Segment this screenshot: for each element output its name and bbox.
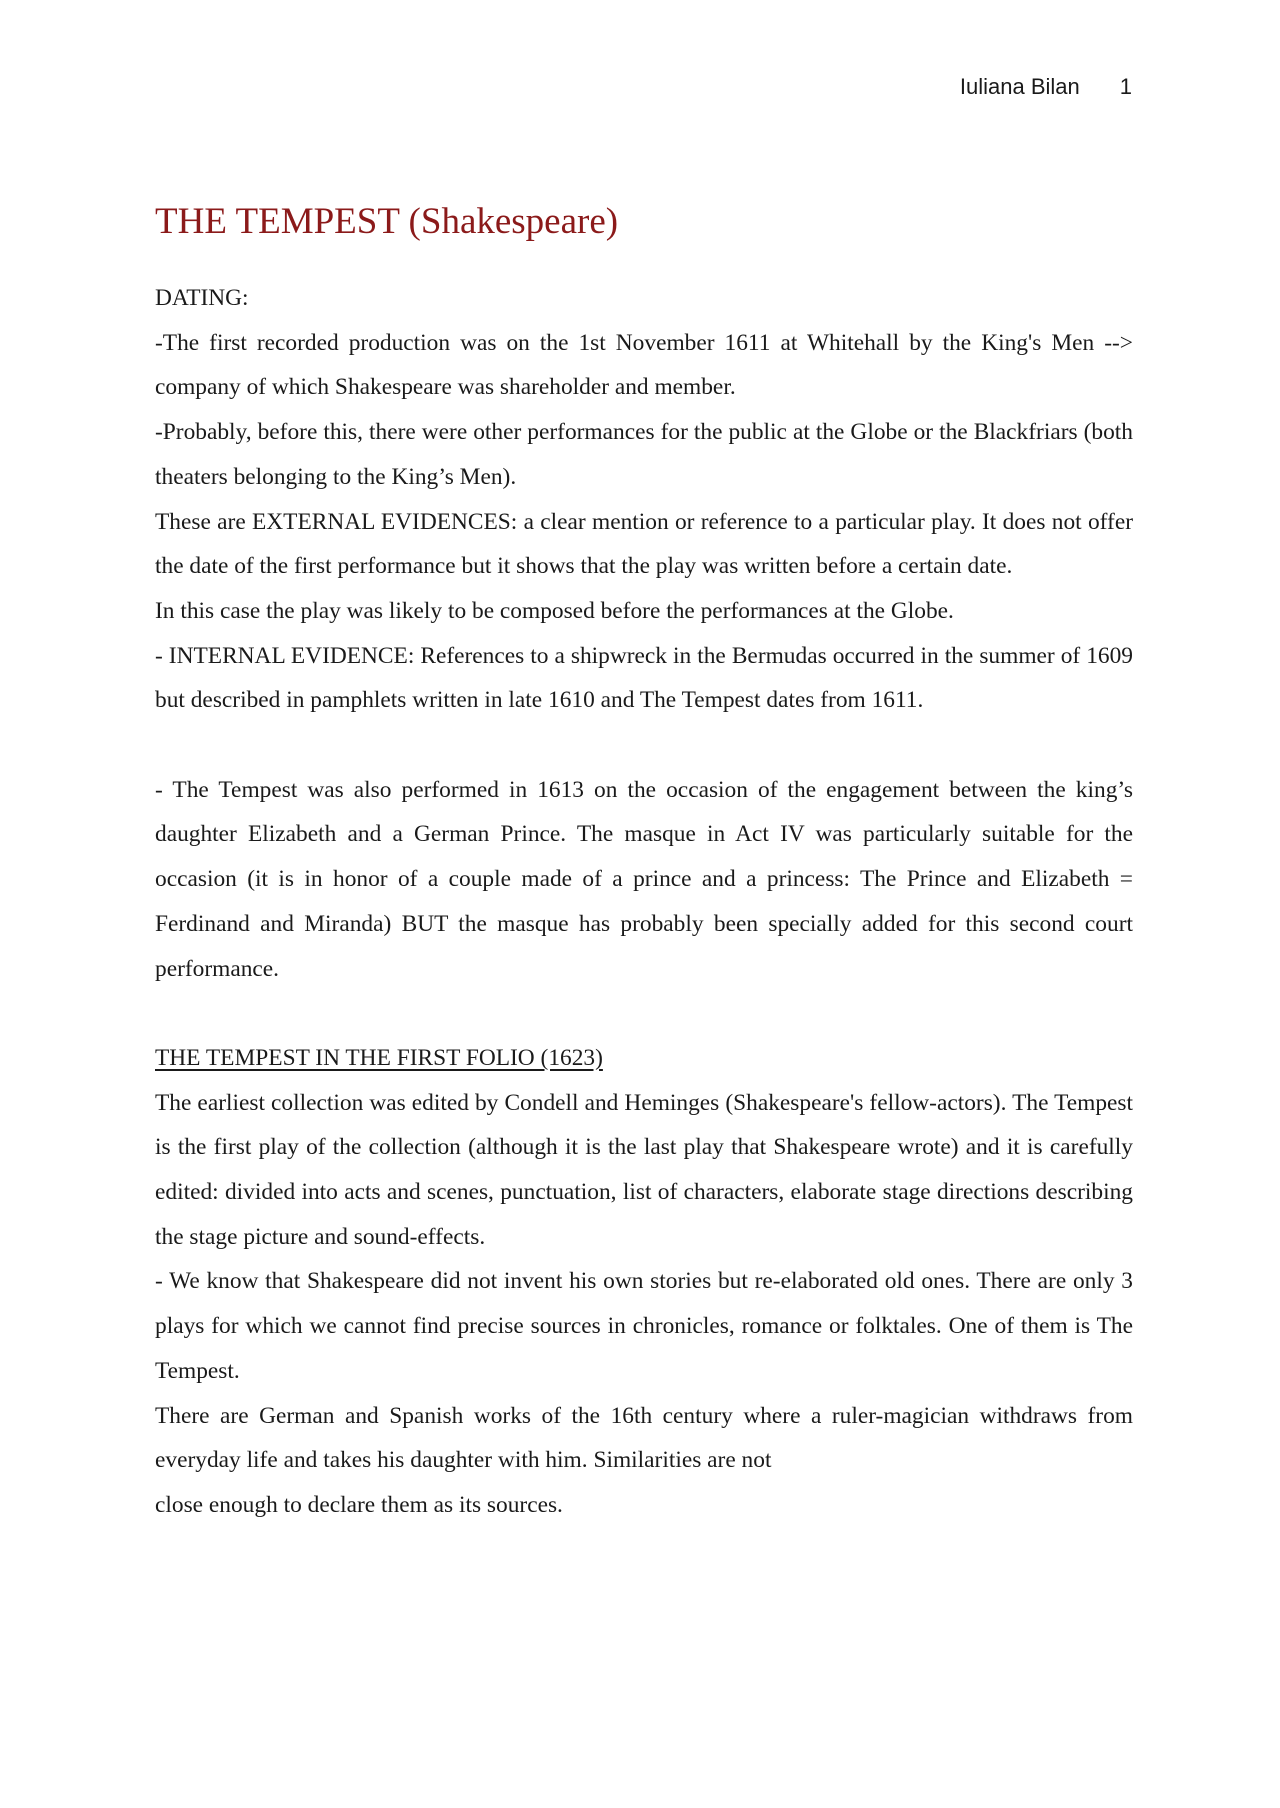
- folio-section: [155, 1036, 1133, 1528]
- dating-paragraph-1: -The first recorded production was on the 1st November 1611 at Whitehall by the King's Men --> company of which Shakespeare was shareholder and member.: [155, 329, 1133, 401]
- folio-paragraph-3: There are German and Spanish works of the 16th century where a ruler-magician withdraws from everyday life and takes his daughter with him. Similarities are not: [155, 1402, 1133, 1474]
- document-title: THE TEMPEST (Shakespeare): [155, 201, 619, 242]
- dating-paragraph-6: - The Tempest was also performed in 1613 on the occasion of the engagement between the king’s daughter Elizabeth and a German Prince. The masque in Act IV was particularly suitable for the occasion (it is in honor of a couple made of a prince and a princess: The Prince and Elizabeth = Ferdinand and Miranda) BUT the masque has probably been specially added for this second court performance.: [155, 776, 1133, 982]
- section-spacer: [155, 991, 1133, 1036]
- folio-paragraph-4: close enough to declare them as its sources.: [155, 1491, 563, 1518]
- folio-paragraph-2: - We know that Shakespeare did not invent his own stories but re-elaborated old ones. There are only 3 plays for which we cannot find precise sources in chronicles, romance or folktales. One of them is The Tempest.: [155, 1268, 1133, 1384]
- folio-heading: THE TEMPEST IN THE FIRST FOLIO (1623): [155, 1044, 603, 1071]
- paragraph-spacer: [155, 723, 1133, 768]
- document-body: [155, 200, 1133, 1528]
- dating-paragraph-3: These are EXTERNAL EVIDENCES: a clear mention or reference to a particular play. It does not offer the date of the first performance but it shows that the play was written before a certain date.: [155, 508, 1133, 580]
- dating-paragraph-4: In this case the play was likely to be composed before the performances at the Globe.: [155, 597, 954, 624]
- header-author: Iuliana Bilan: [959, 74, 1080, 99]
- folio-paragraph-1: The earliest collection was edited by Condell and Heminges (Shakespeare's fellow-actors). The Tempest is the first play of the collection (although it is the last play that Shakespeare wrote) and it is carefully edited: divided into acts and scenes, punctuation, list of characters, elaborate stage directions describing the stage picture and sound-effects.: [155, 1089, 1133, 1250]
- header-page-number: 1: [1119, 74, 1132, 99]
- dating-section: [155, 276, 1133, 1036]
- dating-label: DATING:: [155, 285, 249, 311]
- dating-paragraph-5: - INTERNAL EVIDENCE: References to a shipwreck in the Bermudas occurred in the summer of 1609 but described in pamphlets written in late 1610 and The Tempest dates from 1611.: [155, 642, 1133, 714]
- page-header: [960, 74, 1132, 100]
- dating-paragraph-2: -Probably, before this, there were other performances for the public at the Globe or the Blackfriars (both theaters belonging to the King’s Men).: [155, 419, 1133, 490]
